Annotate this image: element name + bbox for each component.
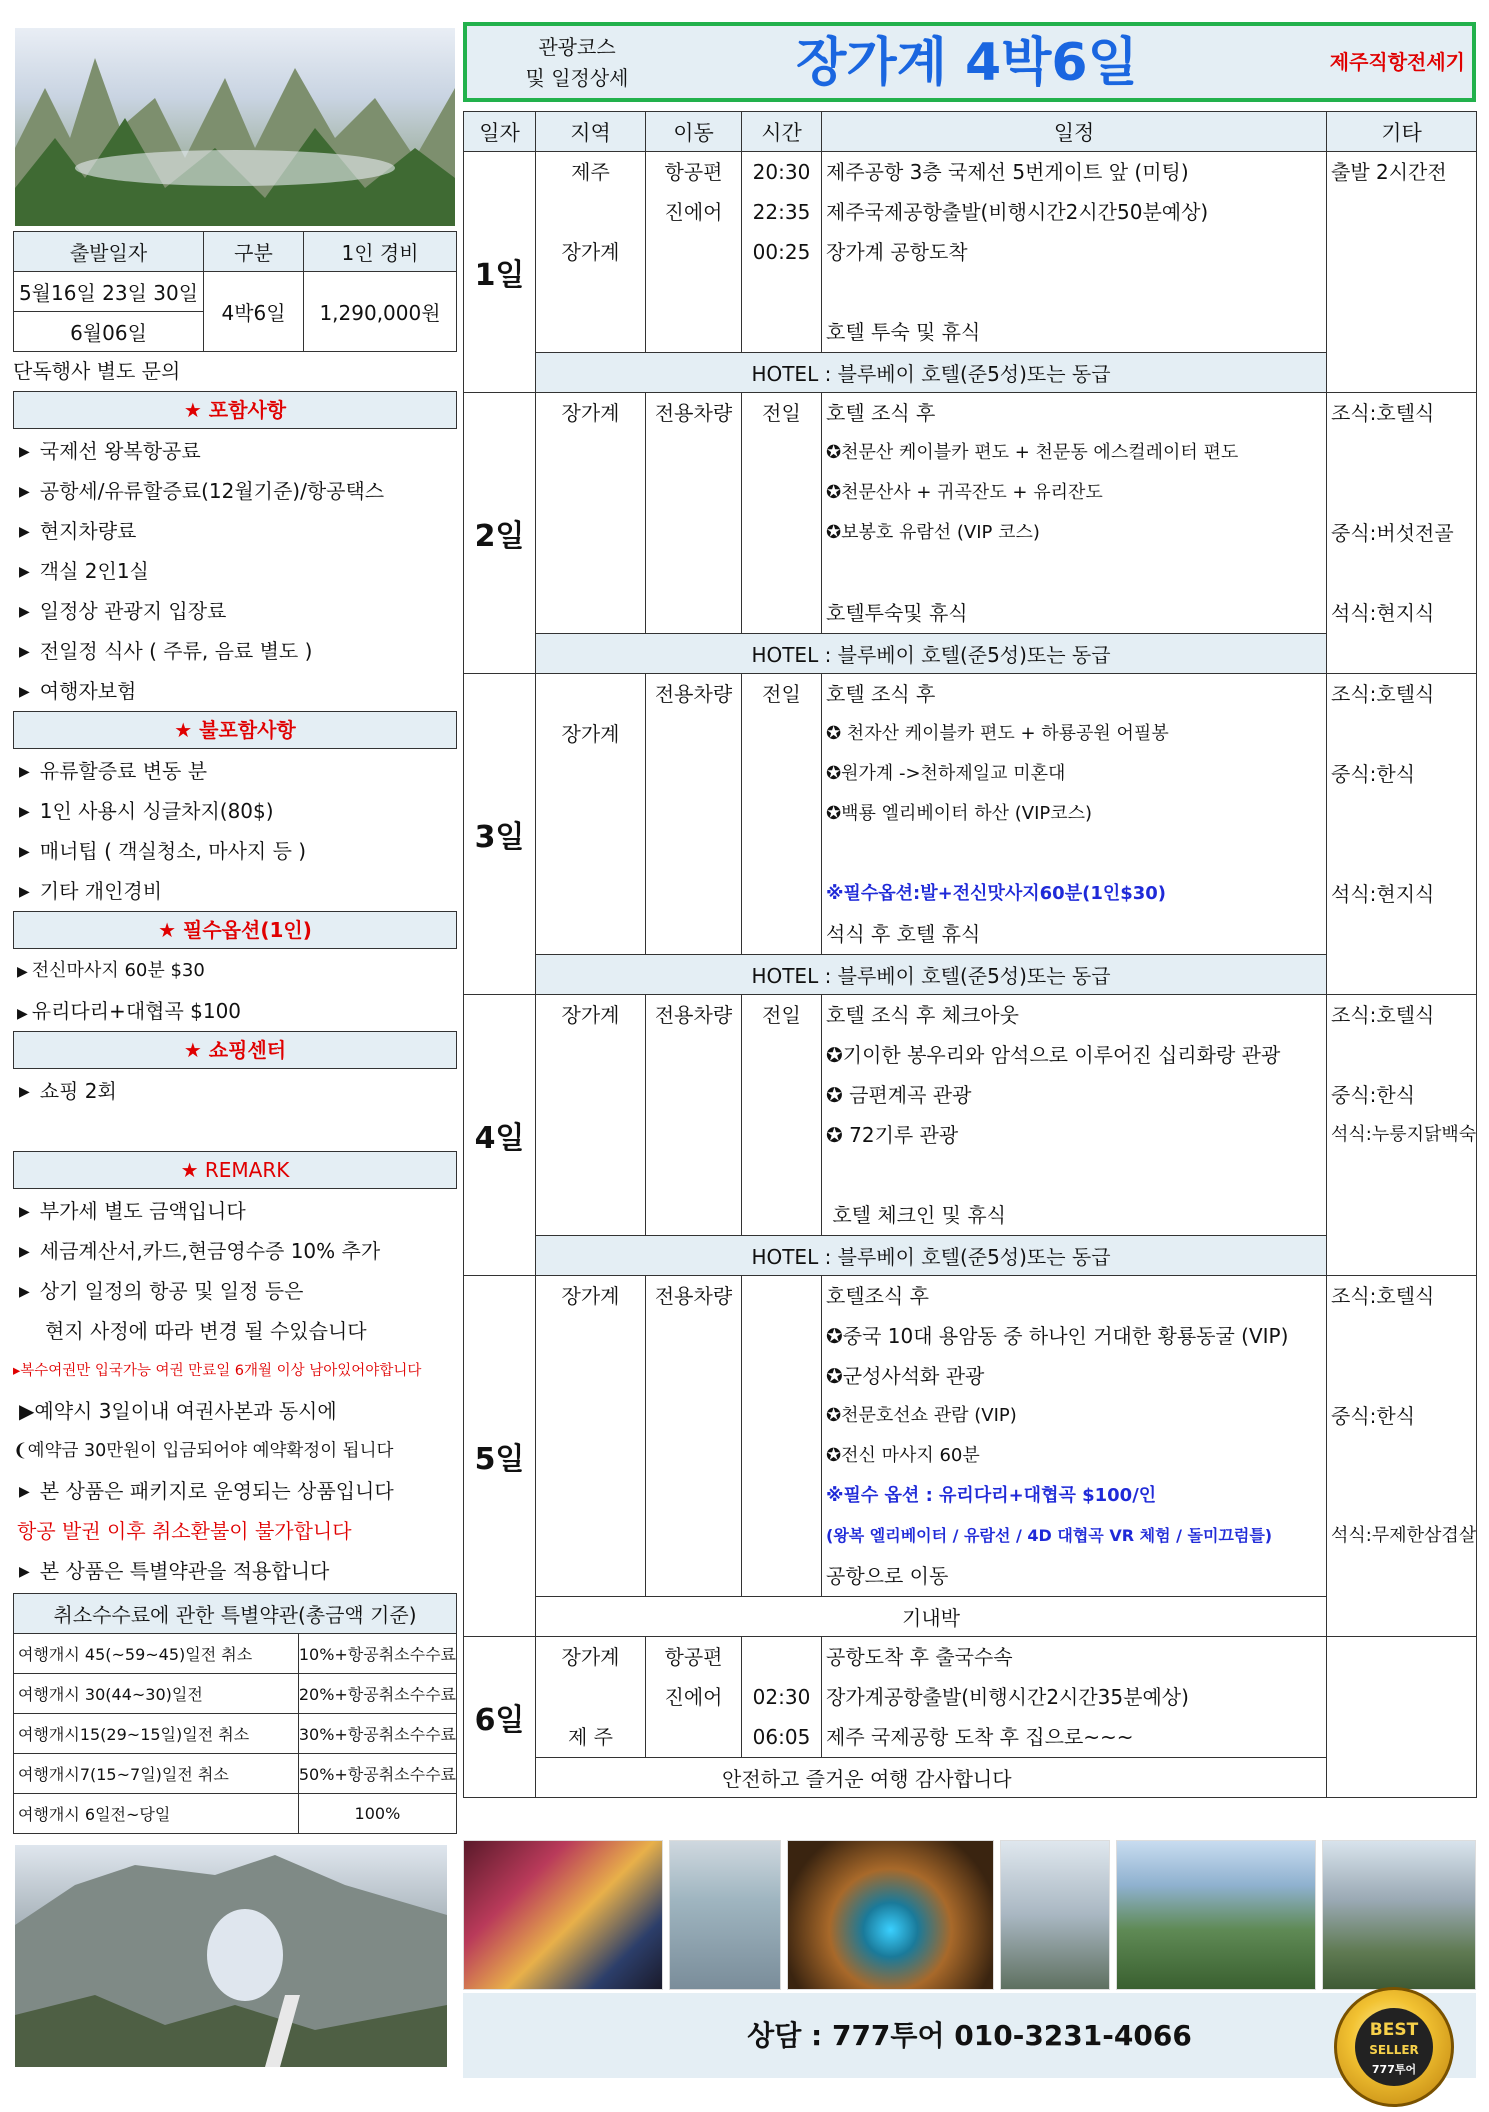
schedule-line: ✪전신 마사지 60분 [826,1445,980,1466]
etc-text: 조식:호텔식 [1331,401,1435,425]
hotel-row: HOTEL : 블루베이 호텔(준5성)또는 동급 [536,634,1327,674]
schedule-line: ✪천문호선쇼 관람 (VIP) [826,1405,1017,1426]
schedule-line [822,553,1326,593]
transport-text: 진에어 [664,200,723,224]
included-item: ▶ 현지차량료 [13,511,457,551]
etc-text: 조식:호텔식 [1331,682,1435,706]
excluded-item: ▶ 기타 개인경비 [13,871,457,911]
schedule-line: ✪원가계 ->천하제일교 미혼대 [826,763,1066,784]
remark-title: ★ REMARK [13,1151,457,1189]
day-4-etc [1327,995,1477,1276]
day-3-region [536,674,646,955]
glass-walkway-photo [669,1840,781,1990]
schedule-line: ✪천문산 케이블카 편도 + 천문동 에스컬레이터 편도 [826,442,1239,463]
transport-text: 항공편 [664,160,723,184]
cancel-row-value: 10%+항공취소수수료 [298,1634,456,1674]
day-1-transport [646,152,742,353]
schedule-line: ✪보봉호 유람선 (VIP 코스) [826,522,1040,543]
day-1-schedule [822,152,1327,353]
day-1-time [742,152,822,353]
day-5-transport [646,1276,742,1597]
best-seller-badge [1334,1987,1454,2107]
time-text: 전일 [762,682,801,706]
cancellation-fee-table [13,1593,457,1834]
included-item: ▶ 전일정 식사 ( 주류, 음료 별도 ) [13,631,457,671]
transport-text: 전용차량 [654,1003,733,1027]
day-2-transport [646,393,742,634]
schedule-line: 호텔투숙및 휴식 [826,601,968,625]
day-3-transport [646,674,742,955]
included-title: ★ 포함사항 [13,391,457,429]
day-2-schedule [822,393,1327,634]
schedule-line: ✪중국 10대 용암동 중 하나인 거대한 황룡동굴 (VIP) [826,1324,1289,1348]
option-detail-note: (왕복 엘리베이터 / 유람선 / 4D 대협곡 VR 체험 / 돌미끄럼틀) [826,1526,1273,1545]
etc-text: 조식:호텔식 [1331,1284,1435,1308]
schedule-line: ✪ 72기루 관광 [826,1123,959,1147]
etc-text: 조식:호텔식 [1331,1003,1435,1027]
cancel-row-label: 여행개시 45(~59~45)일전 취소 [14,1634,299,1674]
schedule-line: 제주공항 3층 국제선 5번게이트 앞 (미팅) [826,160,1189,184]
time-text: 전일 [762,401,801,425]
schedule-line: 제주 국제공항 도착 후 집으로~~~ [826,1725,1134,1749]
included-item: ▶ 공항세/유류할증료(12월기준)/항공택스 [13,471,457,511]
badge-text: 777투어 [1371,2063,1417,2076]
schedule-line: 장가계 공항도착 [826,240,968,264]
day-5-time [742,1276,822,1597]
day-6-label: 6일 [464,1637,536,1798]
hotel-row: HOTEL : 블루베이 호텔(준5성)또는 동급 [536,1236,1327,1276]
time-text: 02:30 [752,1685,811,1709]
cancel-row-value: 100% [298,1794,456,1834]
cancel-row-value: 50%+항공취소수수료 [298,1754,456,1794]
schedule-line: ✪천문산사 + 귀곡잔도 + 유리잔도 [826,482,1103,503]
day-1-label: 1일 [464,152,536,393]
badge-text: BEST [1369,2020,1419,2040]
schedule-line: 석식 후 호텔 휴식 [826,922,981,946]
page-title: 장가계 4박6일 [796,33,1138,93]
schedule-line: 호텔 조식 후 [826,401,936,425]
title-subtitle [507,32,647,94]
header-region: 지역 [536,112,646,152]
time-text: 22:35 [752,200,811,224]
region-text: 장가계 [561,722,620,746]
excluded-item: ▶ 1인 사용시 싱글차지(80$) [13,791,457,831]
day-1-region [536,152,646,353]
schedule-line: 호텔 체크인 및 휴식 [826,1203,1006,1227]
day-3-etc [1327,674,1477,995]
badge-text: SELLER [1369,2043,1419,2057]
transport-text: 전용차량 [654,1284,733,1308]
remark-line: 현지 사정에 따라 변경 될 수있습니다 [45,1319,367,1343]
schedule-line: ✪백룡 엘리베이터 하산 (VIP코스) [826,803,1093,824]
cancel-row-label: 여행개시15(29~15일)일전 취소 [14,1714,299,1754]
day-4-label: 4일 [464,995,536,1276]
schedule-line: 공항도착 후 출국수속 [826,1645,1013,1669]
etc-text: 석식:무제한삼겹살 [1331,1525,1476,1546]
contact-bar: 상담 : 777투어 010-3231-4066 [463,1993,1476,2078]
hotel-row: HOTEL : 블루베이 호텔(준5성)또는 동급 [536,353,1327,393]
region-text: 장가계 [561,1284,620,1308]
etc-text: 석식:현지식 [1331,601,1435,625]
header-type: 구분 [204,232,304,272]
region-text: 제주 [571,160,610,184]
schedule-line: ✪기이한 봉우리와 암석으로 이루어진 십리화랑 관광 [826,1043,1281,1067]
cave-photo [463,1840,663,1990]
title-sub2: 및 일정상세 [525,66,629,90]
day-2-region [536,393,646,634]
cancel-row-label: 여행개시 6일전~당일 [14,1794,299,1834]
time-text: 00:25 [752,240,811,264]
cancel-row-value: 30%+항공취소수수료 [298,1714,456,1754]
etc-text: 석식:누룽지닭백숙 [1331,1124,1476,1145]
schedule-line: 호텔 투숙 및 휴식 [826,320,981,344]
remark-line: ▶ 본 상품은 패키지로 운영되는 상품입니다 [13,1471,457,1511]
included-item: ▶ 국제선 왕복항공료 [13,431,457,471]
option-item: ▶ 전신마사지 60분 $30 [17,960,205,981]
header-etc: 기타 [1327,112,1477,152]
options-title: ★ 필수옵션(1인) [13,911,457,949]
schedule-line [822,272,1326,312]
remark-line: ❨예약금 30만원이 입금되어야 예약확정이 됩니다 [13,1441,394,1461]
day-2-etc [1327,393,1477,674]
time-text: 전일 [762,1003,801,1027]
pillar-peaks-photo [1322,1840,1476,1990]
in-flight-night: 기내박 [536,1597,1327,1637]
day-6-etc [1327,1637,1477,1798]
day-4-schedule [822,995,1327,1236]
etc-text: 중식:한식 [1331,1404,1416,1428]
cancellation-title: 취소수수료에 관한 특별약관(총금액 기준) [14,1594,457,1634]
header-departure: 출발일자 [14,232,204,272]
schedule-line: 호텔 조식 후 체크아웃 [826,1003,1019,1027]
shopping-item: ▶ 쇼핑 2회 [13,1071,457,1111]
transport-text: 진에어 [664,1685,723,1709]
itinerary-table [463,111,1477,1798]
day-5-region [536,1276,646,1597]
included-item: ▶ 객실 2인1실 [13,551,457,591]
remark-refund-warning: 항공 발권 이후 취소환불이 불가합니다 [17,1519,352,1543]
etc-text: 중식:한식 [1331,762,1416,786]
price-table [13,231,457,352]
cancel-row-label: 여행개시7(15~7일)일전 취소 [14,1754,299,1794]
etc-text: 중식:한식 [1331,1083,1416,1107]
required-option-note: ※필수 옵션 : 유리다리+대협곡 $100/인 [826,1485,1157,1506]
option-item: ▶ 유리다리+대협곡 $100 [17,999,242,1023]
closing-text: 안전하고 즐거운 여행 감사합니다 [722,1767,1012,1791]
zhangjiajie-mountain-photo [15,28,455,226]
etc-text: 출발 2시간전 [1331,160,1447,184]
schedule-line: ✪ 천자산 케이블카 편도 + 하룡공원 어필봉 [826,723,1169,744]
schedule-line: 공항으로 이동 [826,1564,949,1588]
region-text [536,192,645,232]
trip-type: 4박6일 [204,272,304,352]
charter-tag: 제주직항전세기 [1329,50,1465,74]
schedule-line: ✪ 금편계곡 관광 [826,1083,972,1107]
excluded-item: ▶ 매너팁 ( 객실청소, 마사지 등 ) [13,831,457,871]
header-schedule: 일정 [822,112,1327,152]
departure-dates-may: 5월16일 23일 30일 [14,272,204,312]
remark-line: ▶예약시 3일이내 여권사본과 동시에 [19,1399,337,1423]
transport-text: 항공편 [664,1645,723,1669]
day-3-time [742,674,822,955]
group-note: 단독행사 별도 문의 [13,359,181,383]
day-1-etc [1327,152,1477,393]
etc-text: 석식:현지식 [1331,882,1435,906]
day-2-label: 2일 [464,393,536,674]
day-6-time [742,1637,822,1758]
header-transport: 이동 [646,112,742,152]
day-6-region [536,1637,646,1758]
etc-text: 중식:버섯전골 [1331,521,1454,545]
yellow-dragon-cave-photo [787,1840,994,1990]
remark-line: ▶ 세금계산서,카드,현금영수증 10% 추가 [13,1231,457,1271]
closing-message [536,1758,1327,1798]
title-sub1: 관광코스 [538,35,616,59]
remark-line: ▶ 상기 일정의 항공 및 일정 등은 [13,1271,457,1311]
day-3-schedule [822,674,1327,955]
region-text: 제 주 [568,1725,613,1749]
remark-line: ▶ 부가세 별도 금액입니다 [13,1191,457,1231]
excluded-item: ▶ 유류할증료 변동 분 [13,751,457,791]
included-item: ▶ 여행자보험 [13,671,457,711]
transport-text: 전용차량 [654,401,733,425]
cancel-row-value: 20%+항공취소수수료 [298,1674,456,1714]
excluded-title: ★ 불포함사항 [13,711,457,749]
schedule-line: ✪군성사석화 관광 [826,1364,985,1388]
schedule-line: 장가계공항출발(비행시간2시간35분예상) [826,1685,1189,1709]
region-text: 장가계 [561,1003,620,1027]
header-day: 일자 [464,112,536,152]
badge-inner [1355,2008,1433,2086]
included-item: ▶ 일정상 관광지 입장료 [13,591,457,631]
cancel-row-label: 여행개시 30(44~30)일전 [14,1674,299,1714]
region-text: 장가계 [561,1645,620,1669]
option-item-text: 유리다리+대협곡 $100 [31,999,242,1023]
day-4-time [742,995,822,1236]
header-price: 1인 경비 [304,232,457,272]
day-4-transport [646,995,742,1236]
header-time: 시간 [742,112,822,152]
departure-dates-june: 6월06일 [14,312,204,352]
day-2-time [742,393,822,634]
shopping-title: ★ 쇼핑센터 [13,1031,457,1069]
glass-bridge-photo [1000,1840,1110,1990]
remark-line: ▶ 본 상품은 특별약관을 적용합니다 [13,1551,457,1591]
region-text: 장가계 [561,240,620,264]
required-option-note: ※필수옵션:발+전신맛사지60분(1인$30) [826,883,1167,904]
tianmen-road-photo [1116,1840,1316,1990]
trip-price: 1,290,000원 [304,272,457,352]
day-4-region [536,995,646,1236]
day-5-etc [1327,1276,1477,1637]
remark-deposit-text: 예약금 30만원이 입금되어야 예약확정이 됩니다 [27,1441,394,1461]
option-item-text: 전신마사지 60분 $30 [31,960,205,981]
day-6-schedule [822,1637,1327,1758]
day-5-schedule [822,1276,1327,1597]
day-3-label: 3일 [464,674,536,995]
schedule-line: 제주국제공항출발(비행시간2시간50분예상) [826,200,1209,224]
schedule-line: 호텔 조식 후 [826,682,936,706]
time-text: 06:05 [752,1725,811,1749]
hotel-row: HOTEL : 블루베이 호텔(준5성)또는 동급 [536,955,1327,995]
day-6-transport [646,1637,742,1758]
schedule-line: 호텔조식 후 [826,1284,929,1308]
remark-passport-warning: ▸복수여권만 입국가능 여권 만료일 6개월 이상 남아있어야합니다 [13,1363,422,1379]
title-box [463,22,1476,102]
region-text: 장가계 [561,401,620,425]
time-text: 20:30 [752,160,811,184]
transport-text: 전용차량 [654,682,733,706]
day-5-label: 5일 [464,1276,536,1637]
heavens-gate-photo [15,1845,447,2067]
